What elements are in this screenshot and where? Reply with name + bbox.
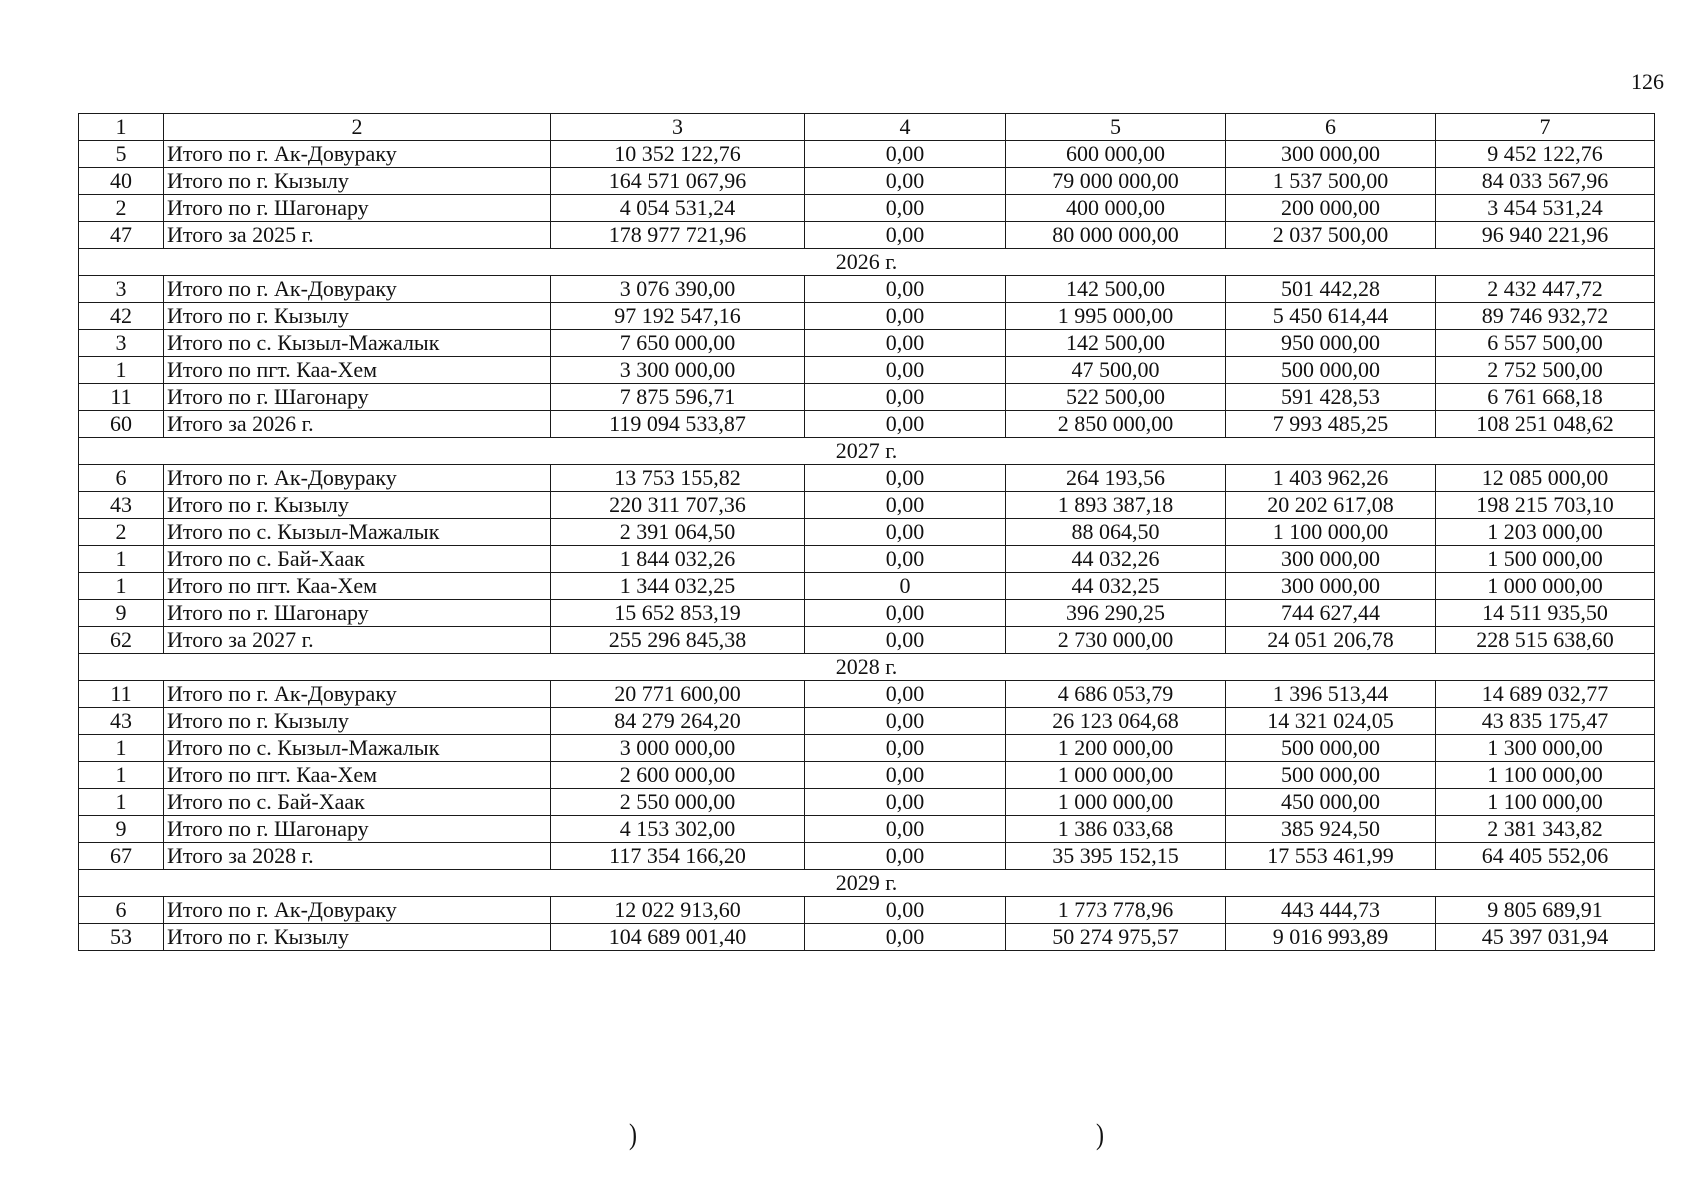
col5-value-cell: 1 000 000,00	[1006, 762, 1226, 789]
col3-value-cell: 2 391 064,50	[551, 519, 805, 546]
row-name-cell: Итого за 2027 г.	[164, 627, 551, 654]
row-name-cell: Итого по г. Шагонару	[164, 195, 551, 222]
col6-value-cell: 385 924,50	[1226, 816, 1436, 843]
table-row	[79, 276, 1655, 303]
col6-value-cell: 1 100 000,00	[1226, 519, 1436, 546]
col6-value-cell: 443 444,73	[1226, 897, 1436, 924]
col3-value-cell: 7 650 000,00	[551, 330, 805, 357]
row-name-cell: Итого по г. Кызылу	[164, 303, 551, 330]
row-count-cell: 1	[79, 735, 164, 762]
row-count-cell: 9	[79, 816, 164, 843]
col6-value-cell: 500 000,00	[1226, 357, 1436, 384]
col7-value-cell: 45 397 031,94	[1436, 924, 1655, 951]
year-section-row	[79, 870, 1655, 897]
year-section-label: 2029 г.	[79, 870, 1655, 897]
col3-value-cell: 178 977 721,96	[551, 222, 805, 249]
col3-value-cell: 4 054 531,24	[551, 195, 805, 222]
table-row	[79, 195, 1655, 222]
col4-value-cell: 0,00	[805, 546, 1006, 573]
col6-value-cell: 1 396 513,44	[1226, 681, 1436, 708]
col3-value-cell: 220 311 707,36	[551, 492, 805, 519]
col7-value-cell: 9 805 689,91	[1436, 897, 1655, 924]
table-row	[79, 762, 1655, 789]
col7-value-cell: 14 511 935,50	[1436, 600, 1655, 627]
col3-value-cell: 3 300 000,00	[551, 357, 805, 384]
col5-value-cell: 47 500,00	[1006, 357, 1226, 384]
table-row	[79, 465, 1655, 492]
col6-value-cell: 2 037 500,00	[1226, 222, 1436, 249]
col4-value-cell: 0,00	[805, 627, 1006, 654]
col7-value-cell: 1 500 000,00	[1436, 546, 1655, 573]
row-count-cell: 6	[79, 897, 164, 924]
col5-value-cell: 142 500,00	[1006, 330, 1226, 357]
col5-value-cell: 400 000,00	[1006, 195, 1226, 222]
row-count-cell: 67	[79, 843, 164, 870]
col6-value-cell: 450 000,00	[1226, 789, 1436, 816]
col7-value-cell: 6 761 668,18	[1436, 384, 1655, 411]
table-row	[79, 789, 1655, 816]
row-count-cell: 1	[79, 573, 164, 600]
col7-value-cell: 1 300 000,00	[1436, 735, 1655, 762]
table-row	[79, 924, 1655, 951]
col6-value-cell: 9 016 993,89	[1226, 924, 1436, 951]
col4-value-cell: 0,00	[805, 519, 1006, 546]
column-header: 4	[805, 114, 1006, 141]
col4-value-cell: 0,00	[805, 816, 1006, 843]
col6-value-cell: 950 000,00	[1226, 330, 1436, 357]
col7-value-cell: 84 033 567,96	[1436, 168, 1655, 195]
row-count-cell: 1	[79, 546, 164, 573]
col5-value-cell: 600 000,00	[1006, 141, 1226, 168]
col7-value-cell: 108 251 048,62	[1436, 411, 1655, 438]
column-number-row	[79, 114, 1655, 141]
row-count-cell: 2	[79, 195, 164, 222]
row-count-cell: 60	[79, 411, 164, 438]
col7-value-cell: 43 835 175,47	[1436, 708, 1655, 735]
column-header: 2	[164, 114, 551, 141]
col6-value-cell: 14 321 024,05	[1226, 708, 1436, 735]
row-name-cell: Итого по г. Шагонару	[164, 384, 551, 411]
col5-value-cell: 522 500,00	[1006, 384, 1226, 411]
table-row	[79, 843, 1655, 870]
col7-value-cell: 1 000 000,00	[1436, 573, 1655, 600]
col3-value-cell: 3 000 000,00	[551, 735, 805, 762]
col5-value-cell: 2 850 000,00	[1006, 411, 1226, 438]
col7-value-cell: 1 100 000,00	[1436, 762, 1655, 789]
col6-value-cell: 300 000,00	[1226, 573, 1436, 600]
col7-value-cell: 12 085 000,00	[1436, 465, 1655, 492]
col3-value-cell: 7 875 596,71	[551, 384, 805, 411]
col3-value-cell: 2 550 000,00	[551, 789, 805, 816]
col4-value-cell: 0,00	[805, 492, 1006, 519]
col4-value-cell: 0,00	[805, 168, 1006, 195]
row-count-cell: 3	[79, 276, 164, 303]
col7-value-cell: 2 752 500,00	[1436, 357, 1655, 384]
table-row	[79, 573, 1655, 600]
totals-table	[78, 113, 1655, 951]
col5-value-cell: 142 500,00	[1006, 276, 1226, 303]
margin-mark: )	[1096, 1118, 1104, 1151]
col6-value-cell: 20 202 617,08	[1226, 492, 1436, 519]
table-row	[79, 384, 1655, 411]
col6-value-cell: 7 993 485,25	[1226, 411, 1436, 438]
col5-value-cell: 88 064,50	[1006, 519, 1226, 546]
col3-value-cell: 84 279 264,20	[551, 708, 805, 735]
col3-value-cell: 15 652 853,19	[551, 600, 805, 627]
row-name-cell: Итого по с. Бай-Хаак	[164, 546, 551, 573]
col3-value-cell: 164 571 067,96	[551, 168, 805, 195]
table-row	[79, 897, 1655, 924]
col7-value-cell: 228 515 638,60	[1436, 627, 1655, 654]
table-row	[79, 357, 1655, 384]
table-row	[79, 735, 1655, 762]
col7-value-cell: 64 405 552,06	[1436, 843, 1655, 870]
col3-value-cell: 2 600 000,00	[551, 762, 805, 789]
col4-value-cell: 0	[805, 573, 1006, 600]
col7-value-cell: 1 100 000,00	[1436, 789, 1655, 816]
row-count-cell: 1	[79, 357, 164, 384]
col3-value-cell: 10 352 122,76	[551, 141, 805, 168]
col3-value-cell: 119 094 533,87	[551, 411, 805, 438]
row-count-cell: 6	[79, 465, 164, 492]
col7-value-cell: 2 381 343,82	[1436, 816, 1655, 843]
col5-value-cell: 80 000 000,00	[1006, 222, 1226, 249]
col4-value-cell: 0,00	[805, 195, 1006, 222]
table-row	[79, 168, 1655, 195]
col4-value-cell: 0,00	[805, 222, 1006, 249]
table-row	[79, 141, 1655, 168]
row-name-cell: Итого по г. Кызылу	[164, 924, 551, 951]
col4-value-cell: 0,00	[805, 330, 1006, 357]
row-count-cell: 11	[79, 681, 164, 708]
col6-value-cell: 1 537 500,00	[1226, 168, 1436, 195]
col6-value-cell: 1 403 962,26	[1226, 465, 1436, 492]
col7-value-cell: 1 203 000,00	[1436, 519, 1655, 546]
col5-value-cell: 1 386 033,68	[1006, 816, 1226, 843]
table-body	[79, 141, 1655, 951]
row-name-cell: Итого по пгт. Каа-Хем	[164, 357, 551, 384]
col5-value-cell: 1 995 000,00	[1006, 303, 1226, 330]
col5-value-cell: 264 193,56	[1006, 465, 1226, 492]
table-row	[79, 681, 1655, 708]
year-section-row	[79, 438, 1655, 465]
row-count-cell: 3	[79, 330, 164, 357]
col5-value-cell: 2 730 000,00	[1006, 627, 1226, 654]
row-count-cell: 9	[79, 600, 164, 627]
col3-value-cell: 104 689 001,40	[551, 924, 805, 951]
margin-mark: )	[629, 1118, 637, 1151]
col5-value-cell: 44 032,26	[1006, 546, 1226, 573]
row-name-cell: Итого по с. Кызыл-Мажалык	[164, 330, 551, 357]
col4-value-cell: 0,00	[805, 276, 1006, 303]
col5-value-cell: 1 773 778,96	[1006, 897, 1226, 924]
row-count-cell: 62	[79, 627, 164, 654]
row-count-cell: 1	[79, 789, 164, 816]
row-count-cell: 1	[79, 762, 164, 789]
table-row	[79, 519, 1655, 546]
col4-value-cell: 0,00	[805, 411, 1006, 438]
row-name-cell: Итого за 2025 г.	[164, 222, 551, 249]
col6-value-cell: 300 000,00	[1226, 141, 1436, 168]
row-name-cell: Итого по г. Ак-Довураку	[164, 465, 551, 492]
row-count-cell: 42	[79, 303, 164, 330]
col5-value-cell: 79 000 000,00	[1006, 168, 1226, 195]
col5-value-cell: 1 893 387,18	[1006, 492, 1226, 519]
table-row	[79, 627, 1655, 654]
col7-value-cell: 14 689 032,77	[1436, 681, 1655, 708]
col3-value-cell: 117 354 166,20	[551, 843, 805, 870]
col4-value-cell: 0,00	[805, 681, 1006, 708]
year-section-row	[79, 654, 1655, 681]
row-name-cell: Итого по пгт. Каа-Хем	[164, 573, 551, 600]
row-name-cell: Итого за 2028 г.	[164, 843, 551, 870]
col6-value-cell: 500 000,00	[1226, 762, 1436, 789]
col3-value-cell: 1 844 032,26	[551, 546, 805, 573]
row-name-cell: Итого по г. Ак-Довураку	[164, 141, 551, 168]
row-name-cell: Итого по г. Шагонару	[164, 600, 551, 627]
col7-value-cell: 2 432 447,72	[1436, 276, 1655, 303]
col4-value-cell: 0,00	[805, 708, 1006, 735]
col4-value-cell: 0,00	[805, 384, 1006, 411]
year-section-label: 2027 г.	[79, 438, 1655, 465]
row-name-cell: Итого по с. Кызыл-Мажалык	[164, 519, 551, 546]
col4-value-cell: 0,00	[805, 843, 1006, 870]
col6-value-cell: 200 000,00	[1226, 195, 1436, 222]
col6-value-cell: 744 627,44	[1226, 600, 1436, 627]
row-count-cell: 11	[79, 384, 164, 411]
column-header: 5	[1006, 114, 1226, 141]
col5-value-cell: 396 290,25	[1006, 600, 1226, 627]
col5-value-cell: 4 686 053,79	[1006, 681, 1226, 708]
year-section-row	[79, 249, 1655, 276]
table-row	[79, 708, 1655, 735]
col3-value-cell: 13 753 155,82	[551, 465, 805, 492]
column-header: 3	[551, 114, 805, 141]
col4-value-cell: 0,00	[805, 924, 1006, 951]
col4-value-cell: 0,00	[805, 789, 1006, 816]
col7-value-cell: 3 454 531,24	[1436, 195, 1655, 222]
row-name-cell: Итого по г. Кызылу	[164, 492, 551, 519]
row-name-cell: Итого по г. Ак-Довураку	[164, 681, 551, 708]
year-section-label: 2026 г.	[79, 249, 1655, 276]
table-row	[79, 816, 1655, 843]
col6-value-cell: 591 428,53	[1226, 384, 1436, 411]
row-name-cell: Итого по с. Кызыл-Мажалык	[164, 735, 551, 762]
col6-value-cell: 17 553 461,99	[1226, 843, 1436, 870]
col4-value-cell: 0,00	[805, 735, 1006, 762]
col4-value-cell: 0,00	[805, 141, 1006, 168]
col6-value-cell: 500 000,00	[1226, 735, 1436, 762]
row-count-cell: 40	[79, 168, 164, 195]
row-name-cell: Итого по г. Ак-Довураку	[164, 897, 551, 924]
col7-value-cell: 96 940 221,96	[1436, 222, 1655, 249]
row-count-cell: 47	[79, 222, 164, 249]
col7-value-cell: 6 557 500,00	[1436, 330, 1655, 357]
row-count-cell: 2	[79, 519, 164, 546]
col5-value-cell: 1 000 000,00	[1006, 789, 1226, 816]
row-name-cell: Итого за 2026 г.	[164, 411, 551, 438]
col4-value-cell: 0,00	[805, 600, 1006, 627]
row-name-cell: Итого по г. Шагонару	[164, 816, 551, 843]
row-count-cell: 5	[79, 141, 164, 168]
col3-value-cell: 97 192 547,16	[551, 303, 805, 330]
col3-value-cell: 4 153 302,00	[551, 816, 805, 843]
row-name-cell: Итого по г. Кызылу	[164, 708, 551, 735]
col7-value-cell: 198 215 703,10	[1436, 492, 1655, 519]
col6-value-cell: 24 051 206,78	[1226, 627, 1436, 654]
col4-value-cell: 0,00	[805, 897, 1006, 924]
col4-value-cell: 0,00	[805, 357, 1006, 384]
col6-value-cell: 300 000,00	[1226, 546, 1436, 573]
row-name-cell: Итого по пгт. Каа-Хем	[164, 762, 551, 789]
col3-value-cell: 255 296 845,38	[551, 627, 805, 654]
col5-value-cell: 44 032,25	[1006, 573, 1226, 600]
page-number: 126	[1631, 69, 1664, 94]
col6-value-cell: 501 442,28	[1226, 276, 1436, 303]
col4-value-cell: 0,00	[805, 303, 1006, 330]
column-header: 1	[79, 114, 164, 141]
col7-value-cell: 89 746 932,72	[1436, 303, 1655, 330]
column-header: 7	[1436, 114, 1655, 141]
column-header: 6	[1226, 114, 1436, 141]
table-row	[79, 330, 1655, 357]
year-section-label: 2028 г.	[79, 654, 1655, 681]
row-count-cell: 53	[79, 924, 164, 951]
col5-value-cell: 26 123 064,68	[1006, 708, 1226, 735]
col5-value-cell: 35 395 152,15	[1006, 843, 1226, 870]
row-name-cell: Итого по г. Кызылу	[164, 168, 551, 195]
col7-value-cell: 9 452 122,76	[1436, 141, 1655, 168]
col5-value-cell: 1 200 000,00	[1006, 735, 1226, 762]
col3-value-cell: 3 076 390,00	[551, 276, 805, 303]
table-row	[79, 303, 1655, 330]
col4-value-cell: 0,00	[805, 465, 1006, 492]
col3-value-cell: 1 344 032,25	[551, 573, 805, 600]
col5-value-cell: 50 274 975,57	[1006, 924, 1226, 951]
col4-value-cell: 0,00	[805, 762, 1006, 789]
col3-value-cell: 20 771 600,00	[551, 681, 805, 708]
table-row	[79, 492, 1655, 519]
table-row	[79, 222, 1655, 249]
table-row	[79, 600, 1655, 627]
col3-value-cell: 12 022 913,60	[551, 897, 805, 924]
row-name-cell: Итого по с. Бай-Хаак	[164, 789, 551, 816]
row-name-cell: Итого по г. Ак-Довураку	[164, 276, 551, 303]
row-count-cell: 43	[79, 708, 164, 735]
col6-value-cell: 5 450 614,44	[1226, 303, 1436, 330]
row-count-cell: 43	[79, 492, 164, 519]
table-row	[79, 546, 1655, 573]
table-row	[79, 411, 1655, 438]
